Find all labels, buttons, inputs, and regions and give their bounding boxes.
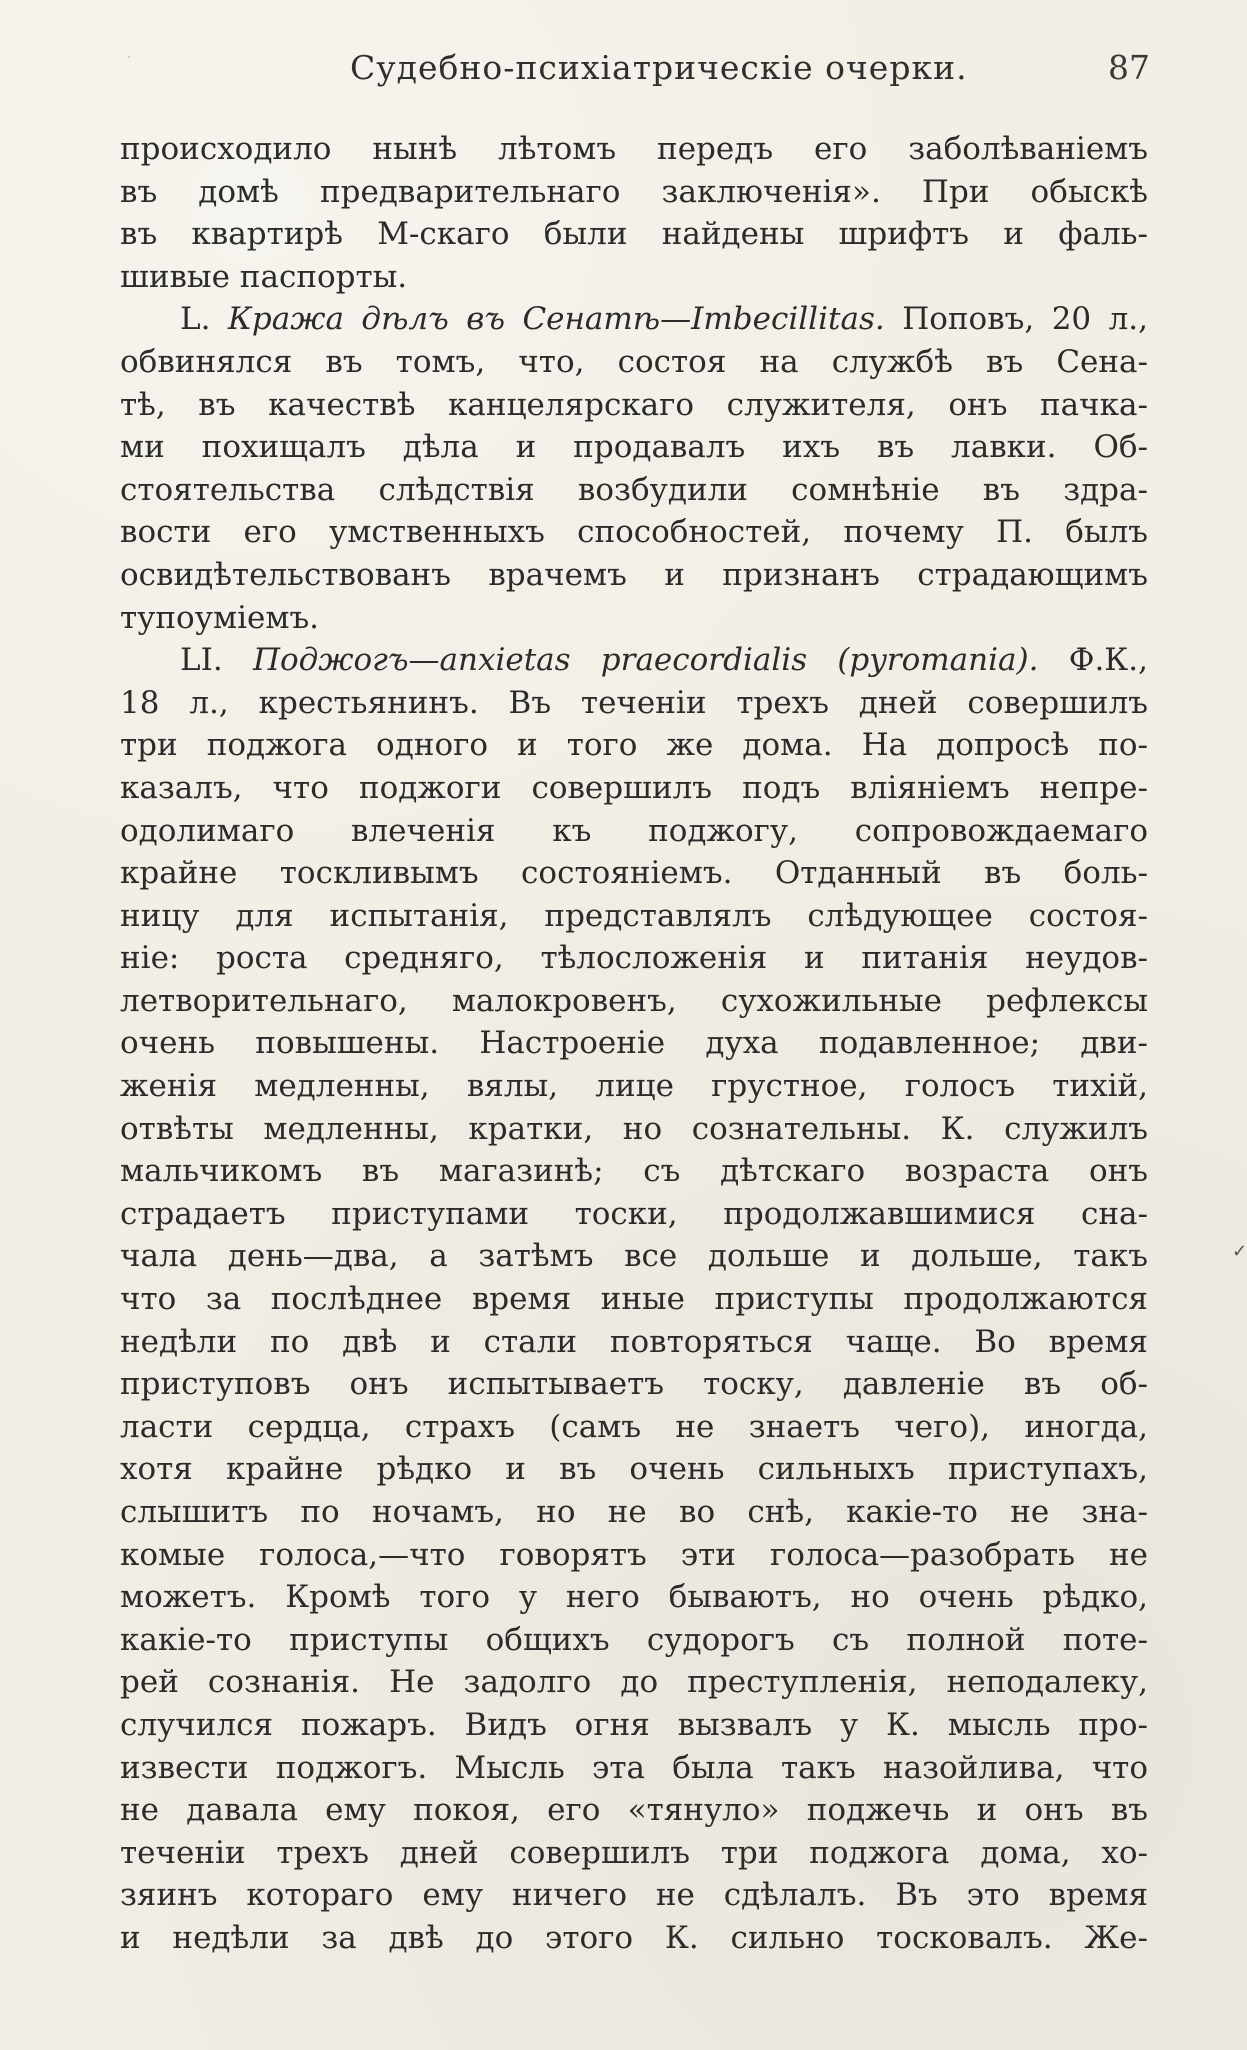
text-line: что за послѣднее время иные приступы продолжаются <box>120 1281 1148 1318</box>
body-text <box>120 128 1148 1960</box>
margin-mark: ✓ <box>1232 1241 1247 1262</box>
text-line: хотя крайне рѣдко и въ очень сильныхъ приступахъ, <box>120 1451 1148 1488</box>
text-line: въ квартирѣ М-скаго были найдены шрифтъ и фаль- <box>120 216 1148 253</box>
case-number: LI. <box>180 642 223 679</box>
text-line: не давала ему покоя, его «тянуло» поджечь и онъ въ <box>120 1792 1148 1829</box>
text-line: и недѣли за двѣ до этого К. сильно тосковалъ. Же- <box>120 1919 1148 1956</box>
text-line: ницу для испытанія, представлялъ слѣдующее состоя- <box>120 897 1148 934</box>
text-line: крайне тоскливымъ состояніемъ. Отданный въ боль- <box>120 855 1148 892</box>
text-line: приступовъ онъ испытываетъ тоску, давленіе въ об- <box>120 1366 1148 1403</box>
text-line: зяинъ котораго ему ничего не сдѣлалъ. Въ это время <box>120 1877 1148 1914</box>
text-line: женія медленны, вялы, лице грустное, голосъ тихій, <box>120 1068 1148 1105</box>
text-line: стоятельства слѣдствія возбудили сомнѣніе въ здра- <box>120 471 1148 508</box>
text-line: слышитъ по ночамъ, но не во снѣ, какіе-то не зна- <box>120 1494 1148 1530</box>
text-line: очень повышены. Настроеніе духа подавленное; дви- <box>120 1025 1148 1062</box>
text-line: летворительнаго, малокровенъ, сухожильные рефлексы <box>120 982 1148 1019</box>
text-line: вости его умственныхъ способностей, почему П. былъ <box>120 514 1148 551</box>
case-heading-li <box>120 639 1148 682</box>
text-line: мальчикомъ въ магазинѣ; съ дѣтскаго возраста онъ <box>120 1153 1148 1190</box>
text-line: шивые паспорты. <box>120 258 408 295</box>
text-line: ніе: роста средняго, тѣлосложенія и питанія неудов- <box>120 940 1148 977</box>
text-line: въ домѣ предварительнаго заключенія». При обыскѣ <box>120 173 1148 210</box>
text-line: происходило нынѣ лѣтомъ передъ его заболѣваніемъ <box>120 131 1148 167</box>
text-line: какіе-то приступы общихъ судорогъ съ полной поте- <box>120 1621 1148 1658</box>
text-line: казалъ, что поджоги совершилъ подъ вліяніемъ непре- <box>120 769 1148 806</box>
text-line: обвинялся въ томъ, что, состоя на службѣ въ Сена- <box>120 343 1148 380</box>
text-line: 18 л., крестьянинъ. Въ теченіи трехъ дней совершилъ <box>120 684 1148 721</box>
text-line: рей сознанія. Не задолго до преступленія, неподалеку, <box>120 1664 1148 1701</box>
text-line: тѣ, въ качествѣ канцелярскаго служителя, онъ пачка- <box>120 386 1148 423</box>
case-heading-text: Поповъ, 20 л., <box>902 301 1149 338</box>
text-line: ласти сердца, страхъ (самъ не знаетъ чего), иногда, <box>120 1408 1148 1445</box>
text-line: недѣли по двѣ и стали повторяться чаще. Во время <box>120 1323 1148 1360</box>
case-title: Поджогъ—anxietas praecordialis (pyromania). <box>252 642 1039 679</box>
text-line: чала день—два, а затѣмъ все дольше и дольше, такъ <box>120 1238 1148 1275</box>
text-line: можетъ. Кромѣ того у него бываютъ, но очень рѣдко, <box>120 1579 1148 1616</box>
running-title: Судебно-психіатрическіе очерки. <box>350 48 968 87</box>
page-number: 87 <box>1108 48 1150 87</box>
text-line: ми похищалъ дѣла и продавалъ ихъ въ лавки. Об- <box>120 429 1148 466</box>
text-line: три поджога одного и того же дома. На допросѣ по- <box>120 727 1148 764</box>
case-heading-l <box>120 298 1148 341</box>
case-heading-text: Ф.К., <box>1068 642 1149 679</box>
text-line: тупоуміемъ. <box>120 599 320 636</box>
text-line: комые голоса,—что говорятъ эти голоса—разобрать не <box>120 1536 1148 1573</box>
page-header <box>125 48 1150 90</box>
case-number: L. <box>180 301 211 338</box>
text-line: одолимаго влеченія къ поджогу, сопровождаемаго <box>120 812 1148 849</box>
text-line: извести поджогъ. Мысль эта была такъ назойлива, что <box>120 1749 1148 1786</box>
text-line: освидѣтельствованъ врачемъ и признанъ страдающимъ <box>120 556 1148 593</box>
text-line: теченіи трехъ дней совершилъ три поджога дома, хо- <box>120 1834 1148 1871</box>
case-title: Кража дѣлъ въ Сенатѣ—Imbecillitas. <box>227 301 885 338</box>
text-line: отвѣты медленны, кратки, но сознательны. К. служилъ <box>120 1110 1148 1147</box>
text-line: случился пожаръ. Видъ огня вызвалъ у К. мысль про- <box>120 1706 1148 1743</box>
text-line: страдаетъ приступами тоски, продолжавшимися сна- <box>120 1195 1148 1232</box>
